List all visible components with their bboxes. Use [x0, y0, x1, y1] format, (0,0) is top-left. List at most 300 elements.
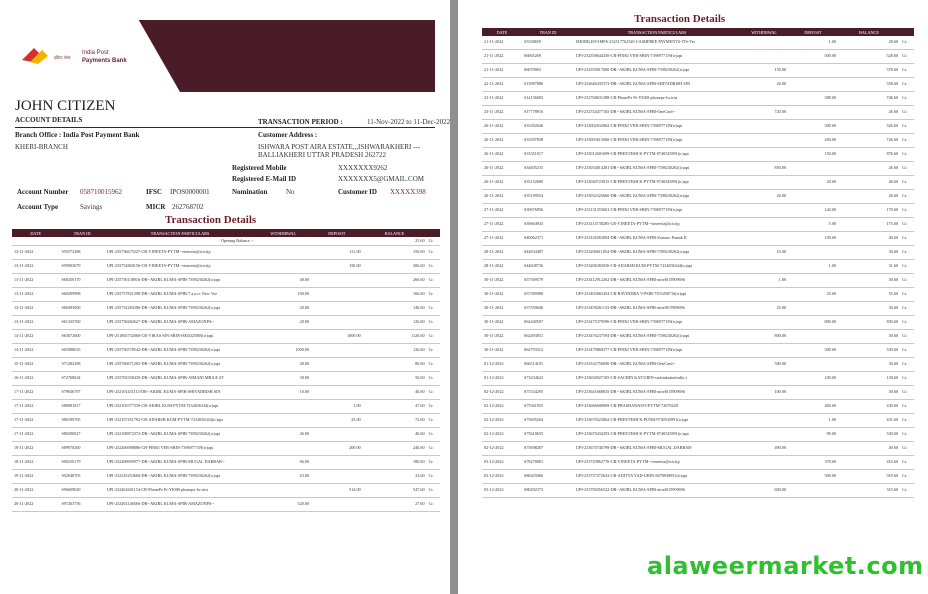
- balance-cell: 910.60: [838, 470, 900, 484]
- deposit-cell: [788, 358, 838, 372]
- account-number-value: 058710015962: [80, 188, 122, 196]
- particulars-cell: IMOBILIST-IMPS-232517762320-CASHFREE PAYMENTS-ITS-Ver: [574, 36, 740, 50]
- deposit-cell: 200.00: [788, 134, 838, 148]
- balance-cell: 526.60: [838, 120, 900, 134]
- withdrawal-cell: [255, 246, 311, 260]
- withdrawal-cell: [740, 232, 788, 246]
- table-row: [482, 134, 914, 148]
- table-row: [482, 358, 914, 372]
- balance-type-cell: Cr.: [427, 246, 440, 260]
- particulars-cell: UPI-235752283396-DR--AKIBL KUMA-SPIB-7398230262(ic)api: [105, 302, 256, 316]
- table-row: [482, 372, 914, 386]
- balance-type-cell: Cr.: [900, 246, 914, 260]
- tran-id-cell: S14156683: [522, 92, 574, 106]
- date-cell: 13-11-2022: [12, 246, 59, 260]
- particulars-cell: UPI-233126563094-DR--AKIBL KUMA-SPIB-Zomato Pamak II: [574, 232, 740, 246]
- particulars-cell: UPI-233670432293-CR-PREETESH K-PYTM-9740545891(ic)api: [574, 428, 740, 442]
- balance-type-cell: Cr.: [427, 302, 440, 316]
- withdrawal-cell: 600.00: [740, 484, 788, 498]
- mobile-label: Registered Mobile: [232, 164, 287, 172]
- particulars-cell: UPI-233532756690-DR--AKIBL KUMA-SPIB-OneCard--: [574, 358, 740, 372]
- date-cell: 30-11-2022: [482, 274, 522, 288]
- deposit-cell: 1.00: [788, 260, 838, 274]
- date-cell: 23-11-2022: [482, 92, 522, 106]
- tran-id-cell: S92048703: [59, 470, 104, 484]
- balance-type-cell: Cr.: [900, 106, 914, 120]
- balance-type-cell: Cr.: [900, 302, 914, 316]
- particulars-cell: UPI-233666698969-CR-PRASHAWASTI-PYTM-72679428: [574, 400, 740, 414]
- table-row: [482, 442, 914, 456]
- balance-type-cell: Cr.: [427, 400, 440, 414]
- tran-id-cell: S13987886: [522, 78, 574, 92]
- customer-name: JOHN CITIZEN: [15, 98, 116, 114]
- balance-type-cell: Cr.: [900, 78, 914, 92]
- deposit-cell: [788, 162, 838, 176]
- balance-type-cell: Cr.: [427, 344, 440, 358]
- date-cell: 30-11-2022: [482, 330, 522, 344]
- address-line-2: BALLIAKHERI UTTAR PRADESH 262722: [258, 151, 386, 159]
- withdrawal-cell: [740, 176, 788, 190]
- particulars-cell: UPI-232266988886-CR-PINKI VER-SBIN-7396977159(ic)api: [105, 442, 256, 456]
- particulars-cell: UPI-233670746799-DR--AKIBL KUMA-SPIB-MUGAL DARBAR-: [574, 442, 740, 456]
- balance-cell: 130.60: [838, 372, 900, 386]
- table-row: [482, 218, 914, 232]
- withdrawal-cell: 26.00: [255, 428, 311, 442]
- balance-cell: 358.60: [838, 78, 900, 92]
- balance-type-cell: Cr.: [900, 330, 914, 344]
- table-row: [12, 428, 440, 442]
- particulars-cell: UPI-233032325660-DR--AKIBL KUMA-SPIB-7398230262(ic)api: [574, 190, 740, 204]
- particulars-cell: UPI-232646435373-DR--AKIBL KUMA-SPIB-SHIVADRISH SIN: [574, 78, 740, 92]
- column-header: TRANSACTION PARTICULARS: [105, 229, 256, 237]
- particulars-cell: UPI-232461601154-CR-PhonePe Pr-YESB-phonepe-lw.irist: [105, 484, 256, 498]
- withdrawal-cell: 20.00: [255, 302, 311, 316]
- date-cell: 18-11-2022: [12, 456, 59, 470]
- period-label: TRANSACTION PERIOD :: [258, 118, 343, 126]
- withdrawal-cell: 1.00: [740, 274, 788, 288]
- particulars-cell: UPI-233729862776-CR-VINEETA-PYTM--vineeeta@icici(p: [574, 456, 740, 470]
- particulars-cell: UPI-233114738285-CR-VINEETA-PYTM--vineeeta@icici(p: [574, 218, 740, 232]
- table-row: [482, 36, 914, 50]
- date-cell: 26-11-2022: [482, 176, 522, 190]
- withdrawal-cell: 720.00: [740, 106, 788, 120]
- particulars-cell: UPI-235757821398-DR--AKIBL KUMA-SPIB-7.a.a.cc New Vee: [105, 288, 256, 302]
- period-value: 11-Nov-2022 to 11-Dec-2022: [367, 118, 450, 126]
- particulars-cell: UPI-232325253660-DR--AKIBL KUMA-SPIB-7398230262(ic)api: [105, 470, 256, 484]
- balance-cell: 40.60: [838, 442, 900, 456]
- withdrawal-cell: [740, 344, 788, 358]
- particulars-cell: UPI-232492146566-DR--AKIBL KUMA-SPIB-AMAZONPA--: [105, 498, 256, 512]
- deposit-cell: 200.00: [311, 442, 363, 456]
- date-cell: 17-11-2022: [12, 428, 59, 442]
- date-cell: 26-11-2022: [482, 162, 522, 176]
- table-row: [482, 120, 914, 134]
- balance-cell: 266.60: [363, 274, 427, 288]
- balance-type-cell: Cr.: [900, 400, 914, 414]
- date-cell: 13-11-2022: [12, 274, 59, 288]
- deposit-cell: [788, 64, 838, 78]
- withdrawal-cell: [740, 50, 788, 64]
- divider: [15, 127, 435, 128]
- withdrawal-cell: [740, 288, 788, 302]
- table-row: [482, 330, 914, 344]
- date-cell: 26-11-2022: [482, 120, 522, 134]
- balance-type-cell: Cr.: [900, 190, 914, 204]
- particulars-cell: UPI-233012601699-CR-PREETESH K-PYTM-9740545891(ic)api: [574, 148, 740, 162]
- tran-id-cell: S90250179: [59, 456, 104, 470]
- micr-value: 262768702: [172, 203, 204, 211]
- table-row: [12, 470, 440, 484]
- deposit-cell: [788, 302, 838, 316]
- date-cell: 30-11-2022: [482, 344, 522, 358]
- date-cell: 01-12-2022: [482, 372, 522, 386]
- balance-cell: 47.60: [363, 400, 427, 414]
- tran-id-cell: S5338659: [522, 36, 574, 50]
- balance-type-cell: Cr.: [427, 498, 440, 512]
- balance-type-cell: Cr.: [900, 358, 914, 372]
- balance-type-cell: Cr.: [427, 316, 440, 330]
- date-cell: 02-12-2022: [482, 400, 522, 414]
- nomination-label: Nomination: [232, 188, 268, 196]
- balance-type-cell: Cr.: [900, 386, 914, 400]
- table-row: [482, 344, 914, 358]
- opening-balance: 25.60: [363, 237, 427, 246]
- tran-id-cell: S35152680: [522, 176, 574, 190]
- table-row: [12, 442, 440, 456]
- balance-type-cell: Cr.: [900, 316, 914, 330]
- particulars-cell: UPI-232269695977-DR--AKIBL KUMA-SPIB-MUGAL DARBAR--: [105, 456, 256, 470]
- table-row: [12, 288, 440, 302]
- balance-cell: 30.60: [838, 386, 900, 400]
- balance-type-cell: Cr.: [900, 162, 914, 176]
- tran-id-cell: S72768634: [59, 372, 104, 386]
- date-cell: 21-11-2022: [482, 64, 522, 78]
- balance-cell: 530.60: [838, 428, 900, 442]
- tran-id-cell: S6070963: [522, 64, 574, 78]
- deposit-cell: [311, 358, 363, 372]
- date-cell: 27-11-2022: [482, 232, 522, 246]
- tran-id-cell: S34605235: [522, 162, 574, 176]
- table-row: [482, 148, 914, 162]
- date-cell: 02-12-2022: [482, 414, 522, 428]
- address-label: Customer Address :: [258, 131, 318, 139]
- account-details-label: ACCOUNT DETAILS: [15, 116, 83, 124]
- particulars-cell: UPI-233040723815-CR-PREETESH K-PYTM-9740545891(ic)api: [574, 176, 740, 190]
- tran-id-cell: S80081817: [59, 400, 104, 414]
- balance-type-cell: Cr.: [427, 288, 440, 302]
- deposit-cell: [311, 316, 363, 330]
- balance-cell: 528.60: [838, 50, 900, 64]
- date-cell: 14-11-2022: [12, 330, 59, 344]
- balance-cell: 46.60: [363, 428, 427, 442]
- tran-id-cell: S79636707: [59, 386, 104, 400]
- deposit-cell: [788, 442, 838, 456]
- balance-cell: 166.60: [363, 288, 427, 302]
- tran-id-cell: S75605264: [522, 414, 574, 428]
- date-cell: 21-11-2022: [482, 50, 522, 64]
- balance-cell: 746.60: [838, 92, 900, 106]
- balance-type-cell: Cr.: [427, 260, 440, 274]
- tran-id-cell: S97263756: [59, 498, 104, 512]
- column-header: BALANCE: [363, 229, 427, 237]
- deposit-cell: 1.00: [788, 414, 838, 428]
- particulars-cell: UPI-235765358439-DR--AKIBL KUMA-SPIB-AIMANI MRA.E ST: [105, 372, 256, 386]
- tran-id-cell: S57395980: [522, 288, 574, 302]
- particulars-cell: UPI-233641668635-DR--AKIBL KUMA-SPIB-airtel015909696: [574, 386, 740, 400]
- date-cell: 19-11-2022: [12, 470, 59, 484]
- column-header: TRANSACTION PARTICULARS: [574, 28, 740, 36]
- tran-id-cell: S71282298: [59, 358, 104, 372]
- balance-cell: 430.60: [838, 400, 900, 414]
- balance-type-cell: Cr.: [427, 414, 440, 428]
- withdrawal-cell: 66.00: [255, 456, 311, 470]
- date-cell: 26-11-2022: [482, 190, 522, 204]
- tran-id-cell: S60299998: [59, 288, 104, 302]
- table-row: [482, 162, 914, 176]
- date-cell: 03-12-2022: [482, 470, 522, 484]
- withdrawal-cell: [255, 484, 311, 498]
- table-row: [12, 414, 440, 428]
- withdrawal-cell: [255, 400, 311, 414]
- table-row: [482, 288, 914, 302]
- table-row: [482, 92, 914, 106]
- balance-type-cell: Cr.: [900, 470, 914, 484]
- date-cell: 21-11-2022: [482, 36, 522, 50]
- withdrawal-cell: 20.00: [740, 78, 788, 92]
- tran-id-cell: S35199554: [522, 190, 574, 204]
- withdrawal-cell: [740, 414, 788, 428]
- withdrawal-cell: [740, 400, 788, 414]
- deposit-cell: [311, 470, 363, 484]
- tran-id-cell: S61335760: [59, 316, 104, 330]
- column-header: DEPOSIT: [788, 28, 838, 36]
- withdrawal-cell: 100.00: [740, 386, 788, 400]
- particulars-cell: UPI-233670223862-CR-PREETESH K-PUNB-9740545891(ic)api: [574, 414, 740, 428]
- table-row: [12, 372, 440, 386]
- tran-id-cell: S73334295: [522, 386, 574, 400]
- particulars-cell: UPI-235766671265-DR--AKIBL KUMA-SPIB-7398230262(ic)api: [105, 358, 256, 372]
- particulars-cell: UPI-232109872372-DR--AKIBL KUMA-SPIB-7398230262(ic)api: [105, 428, 256, 442]
- tran-id-cell: S6065269: [522, 50, 574, 64]
- balance-cell: 27.60: [363, 498, 427, 512]
- ifsc-value: IPOS0000001: [170, 188, 210, 196]
- table-row: [482, 232, 914, 246]
- deposit-cell: [311, 386, 363, 400]
- withdrawal-cell: [740, 92, 788, 106]
- balance-type-cell: Cr.: [900, 442, 914, 456]
- table-row: [482, 386, 914, 400]
- balance-cell: 30.60: [838, 302, 900, 316]
- tran-id-cell: S17778916: [522, 106, 574, 120]
- withdrawal-cell: 500.00: [740, 358, 788, 372]
- withdrawal-cell: 20.00: [255, 316, 311, 330]
- column-header: WITHDRWAL: [740, 28, 788, 36]
- date-cell: 30-11-2022: [482, 288, 522, 302]
- withdrawal-cell: [740, 316, 788, 330]
- column-header: [427, 229, 440, 237]
- column-header: BALANCE: [838, 28, 900, 36]
- withdrawal-cell: 490.00: [740, 442, 788, 456]
- balance-type-cell: Cr.: [427, 372, 440, 386]
- balance-cell: 26.60: [838, 162, 900, 176]
- tran-id-cell: S75361935: [522, 400, 574, 414]
- table-row: [482, 106, 914, 120]
- withdrawal-cell: [255, 442, 311, 456]
- table-row: [482, 456, 914, 470]
- withdrawal-cell: 100.00: [255, 288, 311, 302]
- deposit-cell: [788, 386, 838, 400]
- table-row: [482, 260, 914, 274]
- balance-type-cell: Cr.: [900, 120, 914, 134]
- balance-cell: 30.60: [838, 330, 900, 344]
- tran-id-cell: S57359646: [522, 302, 574, 316]
- deposit-cell: 800.00: [788, 316, 838, 330]
- date-cell: 17-11-2022: [12, 400, 59, 414]
- particulars-cell: UPI-235756138016-DR--AKIBL KUMA-SPIB-7398230262(ic)api: [105, 274, 256, 288]
- deposit-cell: 514.00: [311, 484, 363, 498]
- tran-id-cell: S44638736: [522, 260, 574, 274]
- date-cell: 20-11-2022: [12, 498, 59, 512]
- date-cell: 17-11-2022: [12, 386, 59, 400]
- opening-balance-row: [12, 237, 440, 246]
- withdrawal-cell: [740, 372, 788, 386]
- account-number-label: Account Number: [17, 188, 69, 196]
- particulars-cell: UPI-233475379596-CR-PINKI VER-SBIN-7396977159(ic)api: [574, 316, 740, 330]
- balance-cell: 30.60: [838, 358, 900, 372]
- particulars-cell: UPI-233002632062-CR-PINKI VER-SBIN-7396977159(ic)api: [574, 120, 740, 134]
- deposit-cell: 400.00: [788, 400, 838, 414]
- balance-cell: 33.60: [363, 470, 427, 484]
- table-row: [482, 274, 914, 288]
- table-row: [482, 302, 914, 316]
- balance-cell: 126.60: [363, 344, 427, 358]
- withdrawal-cell: 25.00: [740, 302, 788, 316]
- particulars-cell: UPI-233412912262-DR--AKIBL KUMA-SPIB-airtel015909696: [574, 274, 740, 288]
- balance-type-cell: Cr.: [900, 414, 914, 428]
- particulars-cell: UPI-235736675227-CR-VINEETA-PYTM--vineeeta@icici(p: [105, 246, 256, 260]
- date-cell: 27-11-2022: [482, 218, 522, 232]
- tran-id-cell: S33351017: [522, 148, 574, 162]
- balance-cell: 726.60: [838, 134, 900, 148]
- date-cell: 13-11-2022: [12, 302, 59, 316]
- balance-type-cell: Cr.: [427, 484, 440, 498]
- deposit-cell: 1000.00: [311, 330, 363, 344]
- balance-type-cell: Cr.: [900, 50, 914, 64]
- tran-id-cell: S39676856: [522, 204, 574, 218]
- balance-cell: 26.60: [838, 190, 900, 204]
- table-row: [12, 400, 440, 414]
- withdrawal-cell: [740, 456, 788, 470]
- withdrawal-cell: 850.00: [740, 162, 788, 176]
- tran-id-cell: S75610655: [522, 428, 574, 442]
- deposit-cell: [788, 78, 838, 92]
- balance-type-cell: Cr.: [427, 274, 440, 288]
- date-cell: 28-11-2022: [482, 246, 522, 260]
- statement-page-2: [458, 0, 928, 594]
- balance-type-cell: Cr.: [427, 442, 440, 456]
- deposit-cell: [311, 372, 363, 386]
- section-title: Transaction Details: [165, 214, 257, 226]
- table-row: [482, 78, 914, 92]
- table-header: [12, 229, 440, 237]
- particulars-cell: UPI-233790356522-DR--AKIBL KUMA-SPIB-airtel015909696: [574, 484, 740, 498]
- customer-id-value: XXXXX398: [390, 188, 426, 196]
- logo-payments-bank: Payments Bank: [82, 58, 127, 64]
- deposit-cell: 25.00: [311, 414, 363, 428]
- tran-id-cell: S33392646: [522, 120, 574, 134]
- table-row: [482, 470, 914, 484]
- particulars-cell: UPI-232105577339-CR-AKIBL KUM-PYTM-7234836344(ic)api: [105, 400, 256, 414]
- balance-cell: 830.60: [838, 316, 900, 330]
- date-cell: 18-11-2022: [12, 442, 59, 456]
- transactions-table-page-2: [482, 28, 914, 498]
- tran-id-cell: S73234622: [522, 372, 574, 386]
- table-row: [482, 64, 914, 78]
- column-header: TRAN ID: [59, 229, 104, 237]
- deposit-cell: [311, 344, 363, 358]
- withdrawal-cell: 150.00: [740, 64, 788, 78]
- particulars-cell: UPI-232559017680-DR--AKIBL KUMA-SPIB-7398230262(ic)api: [574, 64, 740, 78]
- withdrawal-cell: [740, 260, 788, 274]
- date-cell: 01-12-2022: [482, 358, 522, 372]
- withdrawal-cell: [740, 428, 788, 442]
- branch-value: KHERI-BRANCH: [15, 143, 68, 151]
- table-row: [12, 386, 440, 400]
- balance-type-cell: Cr.: [900, 92, 914, 106]
- table-row: [482, 316, 914, 330]
- balance-cell: 180.60: [363, 456, 427, 470]
- tran-id-cell: S60250170: [59, 274, 104, 288]
- particulars-cell: UPI-233476237594-DR--AKIBL KUMA-SPIB-7398230262(ic)api: [574, 330, 740, 344]
- table-row: [12, 456, 440, 470]
- balance-type-cell: Cr.: [427, 330, 440, 344]
- deposit-cell: [311, 498, 363, 512]
- date-cell: 30-11-2022: [482, 302, 522, 316]
- withdrawal-cell: [740, 148, 788, 162]
- tran-id-cell: S57369579: [522, 274, 574, 288]
- balance-cell: 156.60: [363, 246, 427, 260]
- account-type-value: Savings: [80, 203, 103, 211]
- balance-cell: 246.60: [363, 442, 427, 456]
- mobile-value: XXXXXXX9262: [338, 164, 388, 172]
- branch-label: Branch Office : India Post Payment Bank: [15, 131, 140, 139]
- date-cell: 17-11-2022: [12, 414, 59, 428]
- balance-type-cell: Cr.: [427, 358, 440, 372]
- particulars-cell: UPI-233003615060-CR-PINKI VER-SBIN-7396977159(ic)api: [574, 134, 740, 148]
- particulars-cell: UPI-233131355601-CR-PINKI VER-SBIN-7396977159(ic)api: [574, 204, 740, 218]
- deposit-cell: 388.00: [788, 92, 838, 106]
- balance-type-cell: Cr.: [900, 64, 914, 78]
- table-header-page-2: [482, 28, 914, 36]
- particulars-cell: UPI-232558644330-CR-PINKI VER-SBIN-7396977159(ic)api: [574, 50, 740, 64]
- balance-type-cell: Cr.: [900, 288, 914, 302]
- balance-cell: 431.60: [838, 414, 900, 428]
- table-row: [482, 50, 914, 64]
- date-cell: 27-11-2022: [482, 204, 522, 218]
- particulars-cell: UPI-235756578542-DR--AKIBL KUMA-SPIB-7398230262(ic)api: [105, 344, 256, 358]
- balance-type-cell: Cr.: [900, 232, 914, 246]
- particulars-cell: UPI-232744477165-DR--AKIBL KUMA-SPIB-OneCard--: [574, 106, 740, 120]
- balance-cell: 31.60: [838, 260, 900, 274]
- date-cell: 02-12-2022: [482, 428, 522, 442]
- table-row: [12, 246, 440, 260]
- balance-cell: 378.60: [838, 64, 900, 78]
- withdrawal-cell: 800.00: [740, 330, 788, 344]
- withdrawal-cell: 40.00: [255, 274, 311, 288]
- deposit-cell: 500.00: [788, 120, 838, 134]
- balance-cell: 530.60: [838, 344, 900, 358]
- particulars-cell: UPI-232101431113-DR--AKIBL KUMA-SPIB-SHIVADRISH SIN: [105, 386, 256, 400]
